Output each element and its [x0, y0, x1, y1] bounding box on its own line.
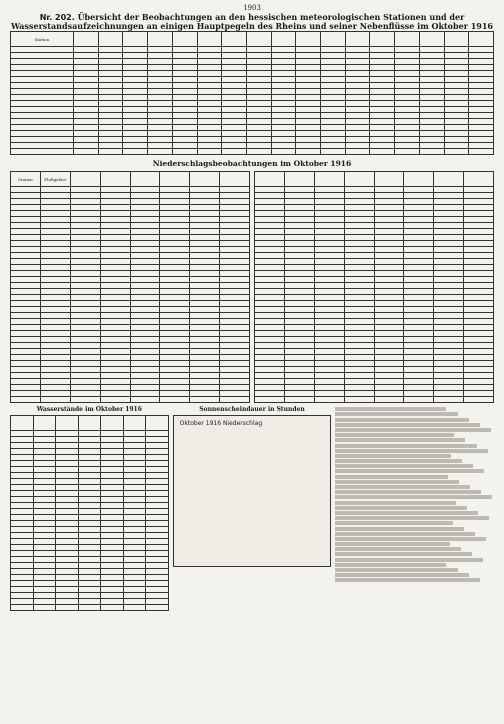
text-line [335, 459, 462, 463]
text-line [335, 501, 456, 505]
weather-table [10, 31, 494, 155]
text-line [335, 506, 467, 510]
text-line [335, 423, 479, 427]
text-line [335, 444, 476, 448]
text-line [335, 537, 486, 541]
report-text [335, 406, 494, 596]
water-levels [10, 406, 169, 611]
table-row [11, 397, 250, 403]
weather-table-body [11, 47, 494, 155]
text-line [335, 573, 468, 577]
text-line [335, 485, 470, 489]
precip-title: Niederschlagsbeobachtungen im Oktober 1916 [152, 159, 352, 168]
text-line [335, 568, 457, 572]
precip-station-header: Station [11, 172, 41, 187]
water-levels-title: Wasserstände im Oktober 1916 [36, 406, 142, 413]
text-line [335, 475, 448, 479]
precip-map-label: Oktober 1916 Niederschlag [179, 420, 263, 427]
text-line [335, 412, 457, 416]
text-line [335, 449, 487, 453]
text-line [335, 428, 490, 432]
precip-table-left [10, 171, 250, 403]
text-line [335, 516, 489, 520]
text-line [335, 578, 479, 582]
text-line [335, 464, 473, 468]
text-line [335, 527, 464, 531]
text-line [335, 495, 492, 499]
precip-table-right [254, 171, 494, 403]
table-row [255, 397, 494, 403]
header-number: Nr. 202. [39, 13, 75, 22]
text-line [335, 407, 446, 411]
table-row [11, 605, 169, 611]
page-header [10, 13, 494, 31]
text-line [335, 438, 465, 442]
text-line [335, 511, 478, 515]
text-line [335, 454, 451, 458]
sunshine [173, 406, 332, 611]
text-line [335, 558, 483, 562]
text-line [335, 418, 468, 422]
page-number: 1903 [243, 4, 261, 12]
text-line [335, 469, 484, 473]
text-line [335, 490, 481, 494]
text-line [335, 547, 460, 551]
text-line [335, 433, 454, 437]
text-line [335, 480, 459, 484]
precip-river-header: Flußgebiet [40, 172, 70, 187]
table-row [11, 149, 494, 155]
text-line [335, 542, 449, 546]
header-title: Übersicht der Beobachtungen an den hessischen meteorologischen Stationen und der Wasserstandsaufzeichnungen an einigen Hauptpegeln des Rheins und seiner Nebenflüsse im Oktober 1916 [11, 12, 493, 31]
text-line [335, 552, 471, 556]
sunshine-title: Sonnenscheindauer in Stunden [199, 406, 305, 413]
precip-map [173, 415, 332, 567]
water-levels-table [10, 415, 169, 611]
table1-station-header: Station [11, 32, 74, 47]
text-line [335, 563, 446, 567]
text-line [335, 532, 475, 536]
text-line [335, 521, 452, 525]
